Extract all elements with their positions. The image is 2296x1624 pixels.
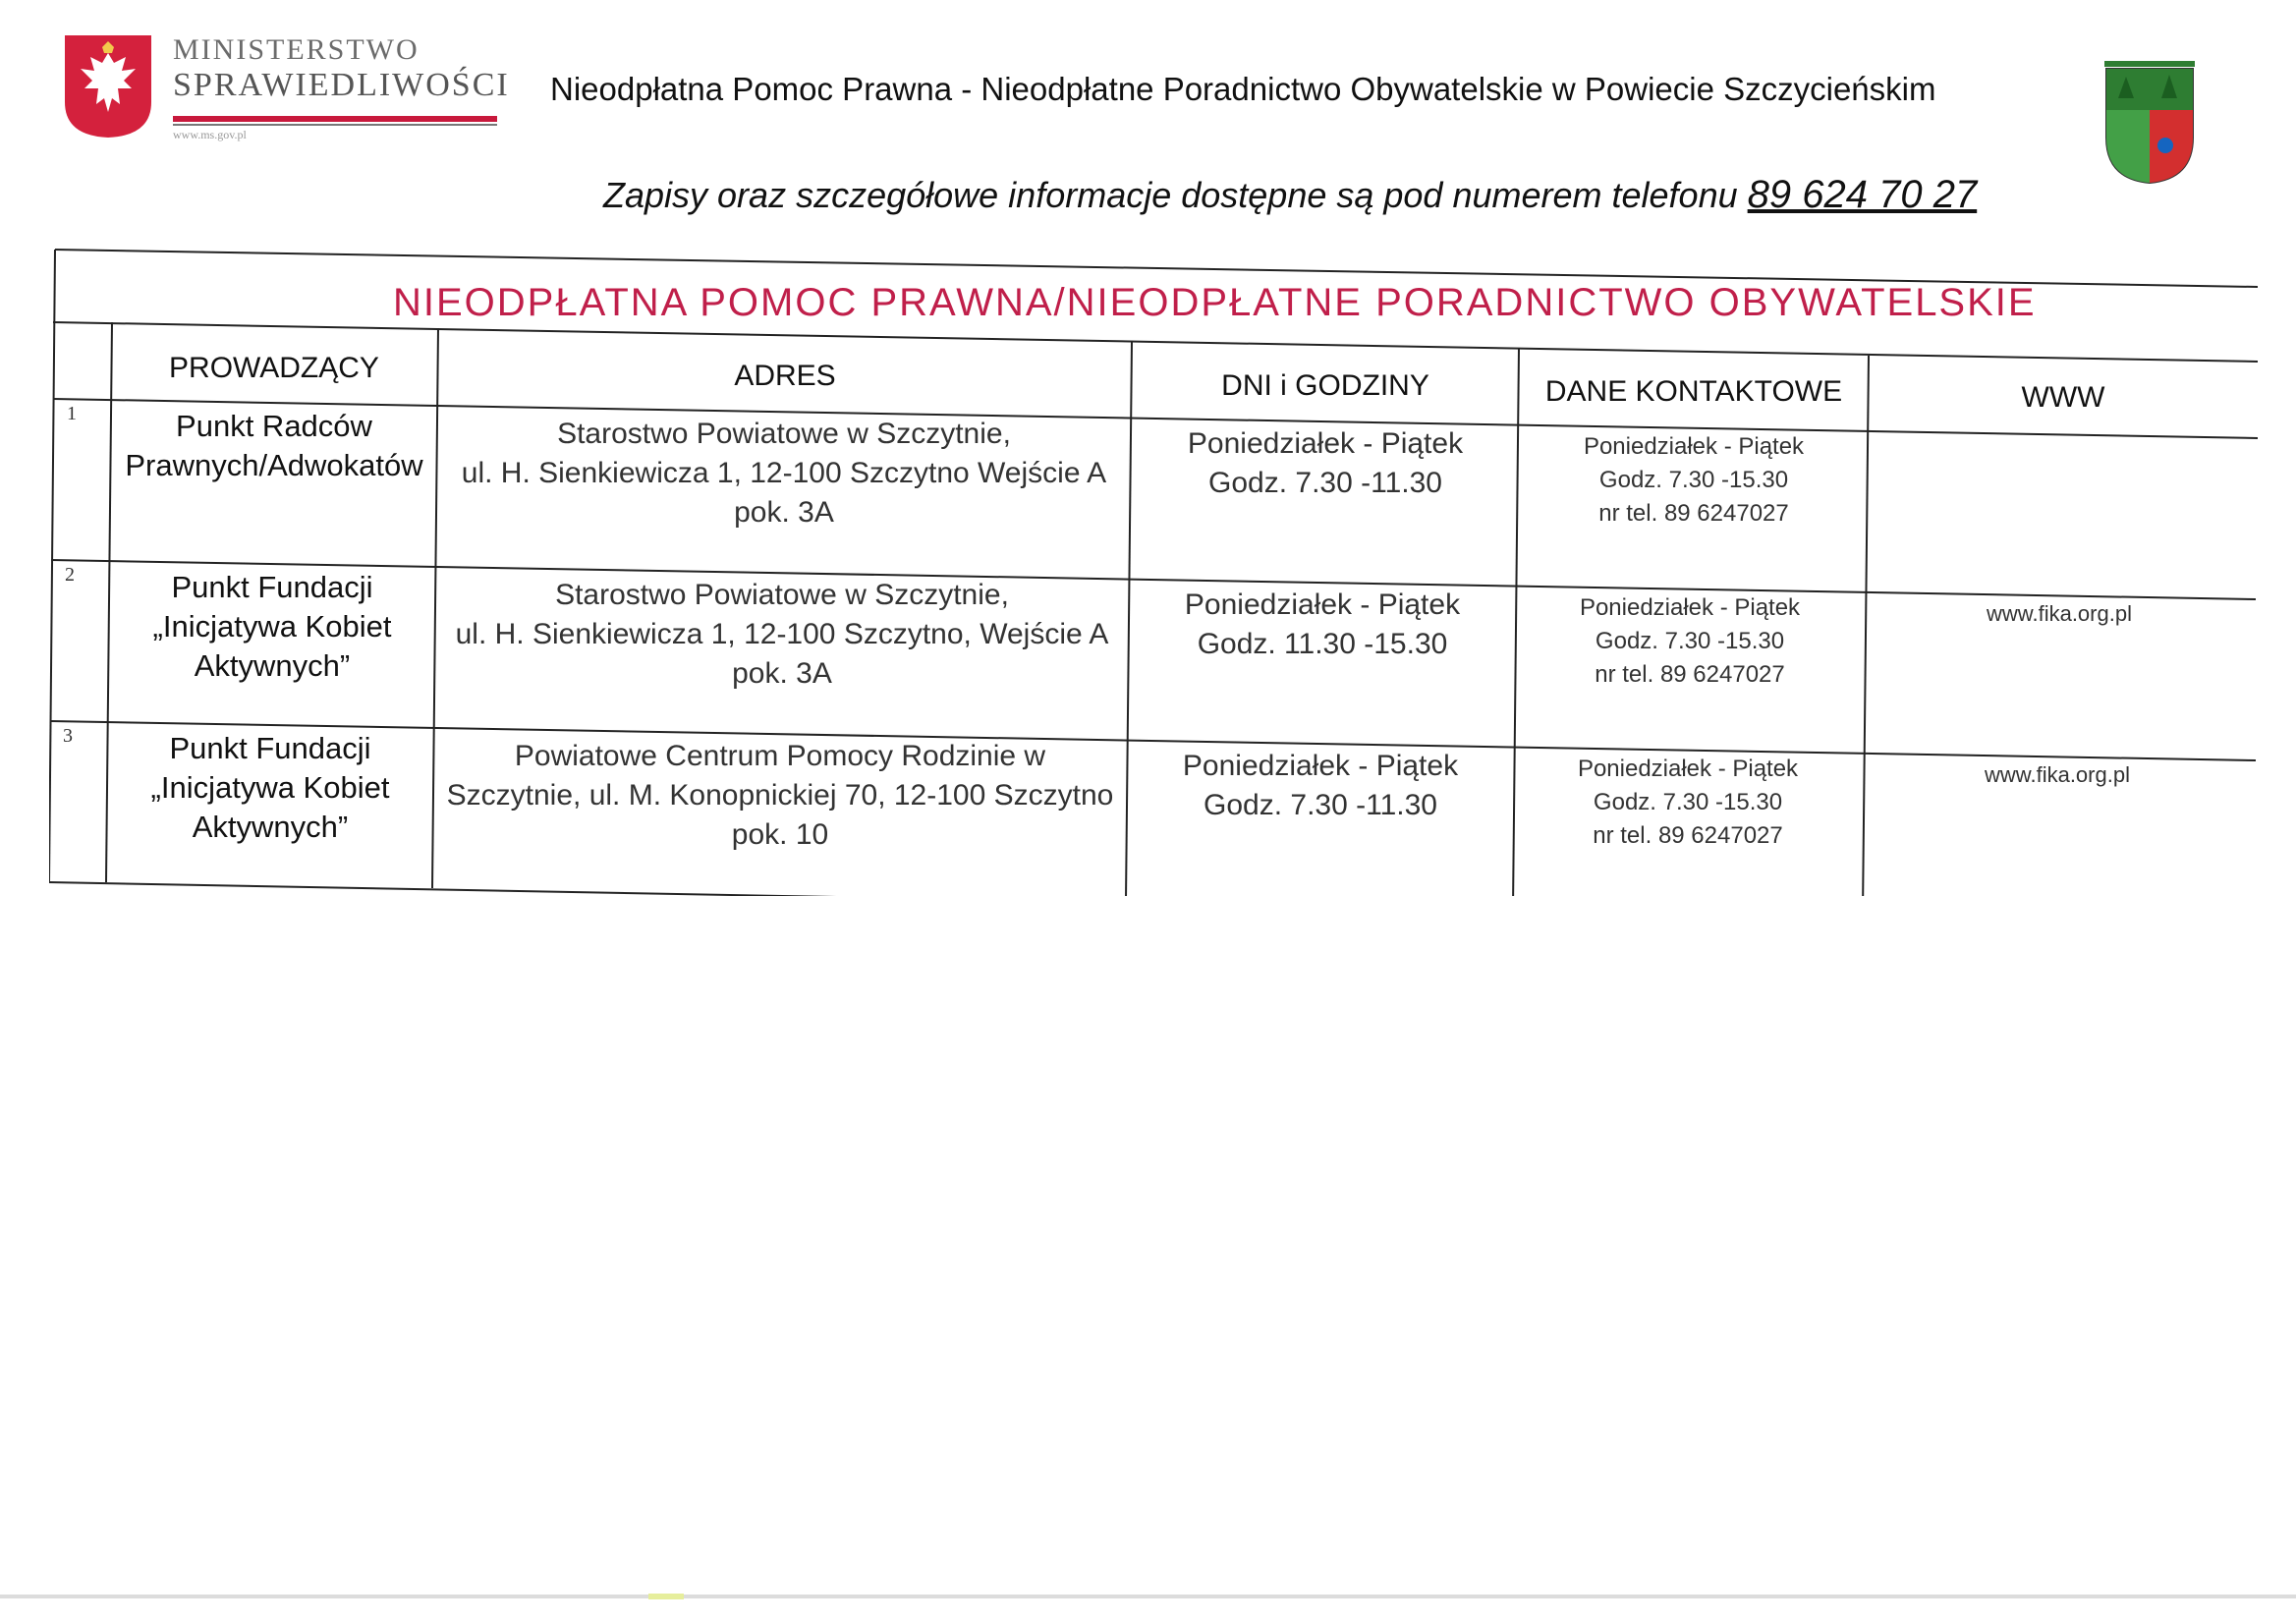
dni-line: Poniedziałek - Piątek bbox=[1182, 750, 1459, 782]
row-3-adres bbox=[434, 737, 1126, 855]
kontakt-line: Godz. 7.30 -15.30 bbox=[1598, 467, 1789, 493]
prowadzacy-line: Prawnych/Adwokatów bbox=[125, 448, 423, 482]
prowadzacy-line: Punkt Fundacji bbox=[171, 570, 373, 604]
row-2-www[interactable]: www.fika.org.pl bbox=[1987, 601, 2132, 626]
row-2-kontakt bbox=[1517, 591, 1863, 692]
prowadzacy-line: Aktywnych” bbox=[194, 648, 351, 683]
ministry-logo bbox=[63, 33, 515, 151]
adres-line: Starostwo Powiatowe w Szczytnie, bbox=[557, 418, 1011, 450]
dni-line: Godz. 7.30 -11.30 bbox=[1208, 467, 1442, 499]
adres-line: Szczytnie, ul. M. Konopnickiej 70, 12-100 Szczytno bbox=[446, 779, 1114, 812]
subtitle-phone: 89 624 70 27 bbox=[1747, 173, 1978, 216]
kontakt-line: nr tel. 89 6247027 bbox=[1593, 822, 1783, 849]
row-1-kontakt bbox=[1521, 430, 1867, 531]
prowadzacy-line: Punkt Radców bbox=[176, 409, 372, 443]
row-2-adres bbox=[436, 576, 1128, 694]
scan-highlight-mark bbox=[648, 1594, 684, 1599]
kontakt-line: Godz. 7.30 -15.30 bbox=[1595, 628, 1785, 654]
ministry-grey-rule bbox=[173, 124, 497, 126]
dni-line: Poniedziałek - Piątek bbox=[1184, 588, 1461, 621]
adres-line: ul. H. Sienkiewicza 1, 12-100 Szczytno, Wejście A bbox=[455, 618, 1109, 650]
page-title: Nieodpłatna Pomoc Prawna - Nieodpłatne Poradnictwo Obywatelskie w Powiecie Szczycieńskim bbox=[550, 71, 1936, 107]
row-2-prowadzacy bbox=[112, 568, 432, 686]
dni-line: Poniedziałek - Piątek bbox=[1187, 427, 1464, 460]
kontakt-line: Poniedziałek - Piątek bbox=[1579, 594, 1801, 621]
row-number: 1 bbox=[67, 403, 77, 424]
row-3-kontakt bbox=[1515, 753, 1861, 853]
legal-aid-table bbox=[49, 248, 2260, 896]
row-3-www[interactable]: www.fika.org.pl bbox=[1985, 762, 2130, 787]
prowadzacy-line: „Inicjatywa Kobiet bbox=[150, 770, 390, 805]
row-2-dni bbox=[1130, 586, 1515, 664]
scan-edge-line bbox=[0, 1595, 2296, 1598]
page-subtitle bbox=[603, 173, 1977, 217]
row-number: 3 bbox=[63, 725, 73, 747]
ministry-name-line2: SPRAWIEDLIWOŚCI bbox=[173, 67, 510, 103]
county-crest-icon bbox=[2100, 59, 2199, 187]
adres-line: ul. H. Sienkiewicza 1, 12-100 Szczytno Wejście A bbox=[461, 457, 1107, 489]
kontakt-line: nr tel. 89 6247027 bbox=[1598, 500, 1789, 527]
column-header-prowadzacy: PROWADZĄCY bbox=[169, 352, 379, 384]
row-1-dni bbox=[1134, 424, 1517, 503]
polish-eagle-icon bbox=[63, 33, 153, 140]
column-header-adres: ADRES bbox=[734, 360, 836, 392]
ministry-red-rule bbox=[173, 116, 497, 122]
adres-line: Starostwo Powiatowe w Szczytnie, bbox=[555, 579, 1009, 611]
column-header-www: WWW bbox=[2021, 381, 2105, 414]
row-number: 2 bbox=[65, 564, 75, 586]
dni-line: Godz. 7.30 -11.30 bbox=[1204, 789, 1437, 821]
column-header-dane-kontaktowe: DANE KONTAKTOWE bbox=[1544, 375, 1843, 408]
prowadzacy-line: Aktywnych” bbox=[192, 810, 349, 844]
row-1-adres bbox=[440, 415, 1128, 532]
ministry-www: www.ms.gov.pl bbox=[173, 128, 247, 141]
row-1-prowadzacy bbox=[114, 407, 434, 485]
adres-line: Powiatowe Centrum Pomocy Rodzinie w bbox=[514, 740, 1046, 772]
subtitle-text: Zapisy oraz szczegółowe informacje dostępne są pod numerem telefonu bbox=[603, 175, 1738, 215]
table-banner: NIEODPŁATNA POMOC PRAWNA/NIEODPŁATNE PORADNICTWO OBYWATELSKIE bbox=[393, 281, 2037, 324]
kontakt-line: nr tel. 89 6247027 bbox=[1595, 661, 1785, 688]
kontakt-line: Godz. 7.30 -15.30 bbox=[1593, 789, 1783, 815]
ministry-name bbox=[173, 33, 510, 104]
adres-line: pok. 10 bbox=[731, 818, 829, 851]
prowadzacy-line: Punkt Fundacji bbox=[169, 731, 371, 765]
dni-line: Godz. 11.30 -15.30 bbox=[1197, 628, 1448, 660]
adres-line: pok. 3A bbox=[732, 657, 832, 690]
row-3-prowadzacy bbox=[110, 729, 430, 847]
adres-line: pok. 3A bbox=[734, 496, 834, 529]
column-header-dni-godziny: DNI i GODZINY bbox=[1221, 369, 1429, 402]
kontakt-line: Poniedziałek - Piątek bbox=[1583, 433, 1805, 460]
ministry-name-line1: MINISTERSTWO bbox=[173, 33, 420, 66]
row-3-dni bbox=[1128, 747, 1513, 825]
kontakt-line: Poniedziałek - Piątek bbox=[1577, 756, 1799, 782]
prowadzacy-line: „Inicjatywa Kobiet bbox=[152, 609, 392, 644]
